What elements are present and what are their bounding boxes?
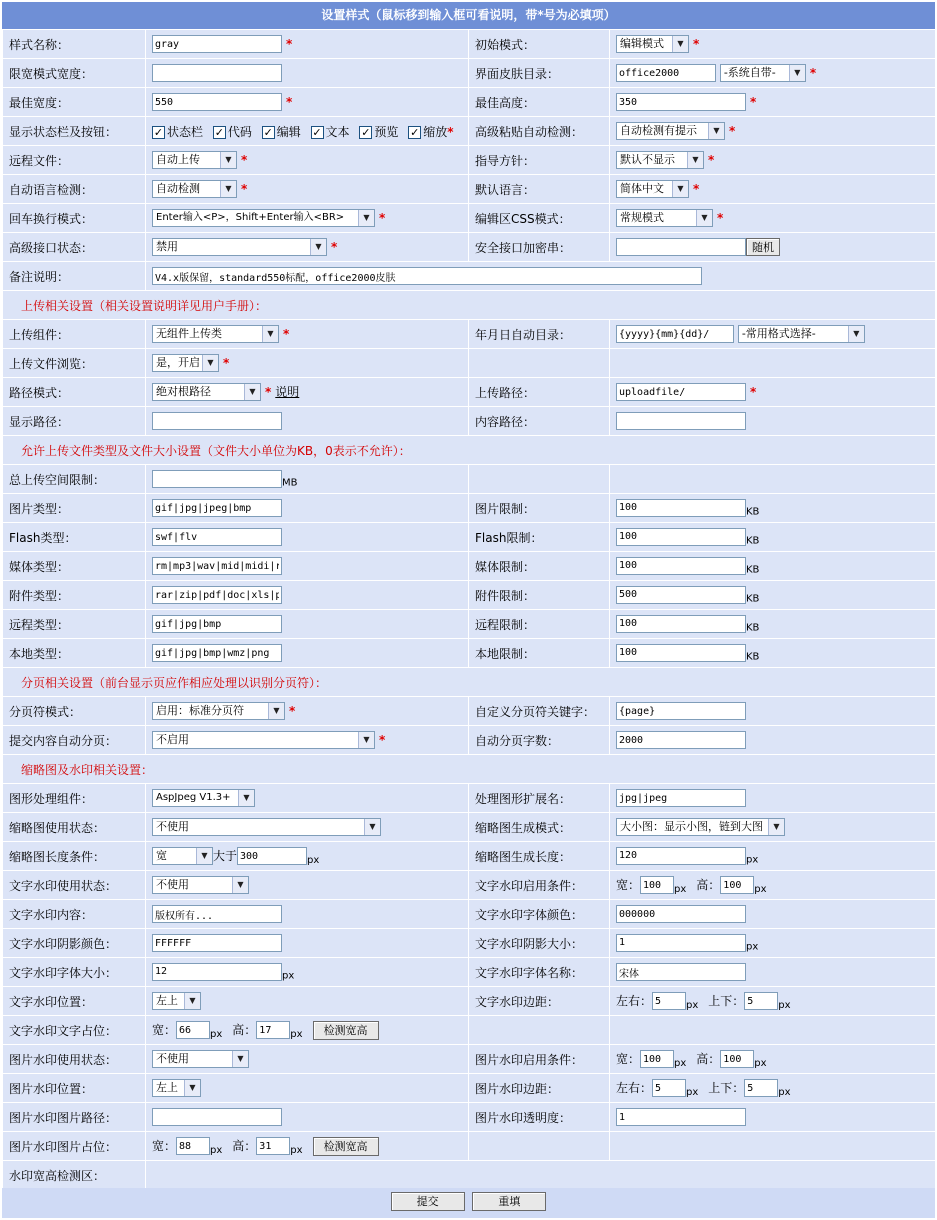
graphic-ext-label: 处理图形扩展名： [469,784,610,813]
text-wm-font-name-label: 文字水印字体名称： [469,958,610,987]
checkbox-text[interactable]: ✓ [312,125,322,139]
path-mode-help-link[interactable]: 说明 [275,384,300,399]
thumb-len-cond-input[interactable] [237,847,307,865]
graphic-ext-input[interactable] [616,789,746,807]
chevron-down-icon: ▼ [364,819,380,835]
table-row: 提交内容自动分页： 不启用 ▼ * 自动分页字数： 2000 [3,726,936,755]
table-row: 文字水印文字占位： 宽：66 $_{px}$ 高：17 $_{px}$ 检测宽高 [3,1016,936,1045]
table-row [3,262,936,291]
img-wm-margin-label: 图片水印边距： [469,1074,610,1103]
attach-types-input[interactable] [152,586,282,604]
text-wm-occupy-height-input[interactable] [256,1021,290,1039]
chevron-down-icon: ▼ [696,210,712,226]
filetypes-section-title: 允许上传文件类型及文件大小设置（文件大小单位为KB，0表示不允许）： [3,436,936,465]
text-wm-occupy-width-input[interactable] [176,1021,210,1039]
table-row: 限宽模式宽度： 界面皮肤目录： office2000 -系统自带- ▼ * [3,59,936,88]
checkbox-preview[interactable]: ✓ [361,125,371,139]
table-row: 高级接口状态： 禁用 ▼ * 安全接口加密串： 随机 [3,233,936,262]
chevron-down-icon: ▼ [768,819,784,835]
local-limit-input[interactable] [616,644,746,662]
table-row: 回车换行模式： Enter输入<P>，Shift+Enter输入<BR> ▼ * 编辑区CSS模式： 常规模式 ▼ * [3,204,936,233]
table-row: 样式名称： gray * 初始模式： 编辑模式 ▼ * [3,30,936,59]
chevron-down-icon: ▼ [789,65,805,81]
chevron-down-icon: ▼ [232,877,248,893]
text-wm-margin-tb-input[interactable] [744,992,778,1010]
skin-dir-select[interactable]: -系统自带- ▼ [720,64,806,82]
filetype-label: 附件类型： [3,581,146,610]
chevron-down-icon: ▼ [687,152,703,168]
auto-chars-input[interactable] [616,731,746,749]
upload-path-input[interactable] [616,383,746,401]
chevron-down-icon: ▼ [268,703,284,719]
path-mode-select[interactable]: 绝对根路径 ▼ [152,383,261,401]
form-actions [2,1188,935,1218]
filetype-label: 本地类型： [3,639,146,668]
table-row: 图片水印位置： 左上 ▼ 图片水印边距： 左右：5 $_{px}$ 上下：5 $_{px}$ [3,1074,936,1103]
style-name-input[interactable] [152,35,282,53]
memo-input[interactable] [152,267,702,285]
thumb-len-dim-select[interactable]: 宽 ▼ [152,847,213,865]
date-format-select[interactable]: -常用格式选择- ▼ [738,325,865,343]
skin-dir-input[interactable] [616,64,716,82]
upload-component-label: 上传组件： [3,320,146,349]
table-row [3,813,936,842]
table-row: 图片类型： gif|jpg|jpeg|bmp 图片限制： 100 $_{KB}$ [3,494,936,523]
filelimit-label: 远程限制： [469,610,610,639]
paste-detect-label: 高级粘贴自动检测： [469,117,610,146]
table-row: 远程类型： gif|jpg|bmp 远程限制： 100 $_{KB}$ [3,610,936,639]
css-mode-select[interactable]: 常规模式 ▼ [616,209,713,227]
text-wm-state-select[interactable]: 不使用 ▼ [152,876,249,894]
table-row: 上传组件： 无组件上传类 ▼ * 年月日自动目录： {yyyy}{mm}{dd}/ -常用格式选择- ▼ [3,320,936,349]
guide-select[interactable]: 默认不显示 ▼ [616,151,704,169]
table-row: 缩略图长度条件： 宽 ▼ 大于300 $_{px}$ 缩略图生成长度： 120 $_{px}$ [3,842,936,871]
img-wm-path-input[interactable] [152,1108,282,1126]
img-wm-occupy-label: 图片水印图片占位： [3,1132,146,1161]
thumb-state-select[interactable]: 不使用 ▼ [152,818,381,836]
table-row: 图片水印图片占位： 宽：88 $_{px}$ 高：31 $_{px}$ 检测宽高 [3,1132,936,1161]
total-limit-input[interactable] [152,470,282,488]
table-row: 文字水印字体大小： 12 $_{px}$ 文字水印字体名称： 宋体 [3,958,936,987]
table-row [3,407,936,436]
text-wm-shadow-size-label: 文字水印阴影大小： [469,929,610,958]
filelimit-label: 本地限制： [469,639,610,668]
text-wm-color-label: 文字水印字体颜色： [469,900,610,929]
limit-width-label: 限宽模式宽度： [3,59,146,88]
table-row: 文字水印使用状态： 不使用 ▼ 文字水印启用条件： 宽：100 $_{px}$ 高：100 $_{px}$ [3,871,936,900]
checkbox-zoom[interactable]: ✓ [410,125,420,139]
page-title: 设置样式（鼠标移到输入框可看说明，带*号为必填项） [2,2,935,29]
chevron-down-icon: ▼ [358,210,374,226]
text-wm-font-size-label: 文字水印字体大小： [3,958,146,987]
img-wm-margin-lr-input[interactable] [652,1079,686,1097]
paste-detect-select[interactable]: 自动检测有提示 ▼ [616,122,725,140]
table-row [3,436,936,465]
chevron-down-icon: ▼ [220,152,236,168]
table-row: 媒体类型： rm|mp3|wav|mid|midi|r 媒体限制： 100 $_{KB}$ [3,552,936,581]
style-name-label: 样式名称： [3,30,146,59]
adv-api-label: 高级接口状态： [3,233,146,262]
detect-area-label: 水印宽高检测区： [3,1161,146,1190]
lang-detect-select[interactable]: 自动检测 ▼ [152,180,237,198]
filetype-label: 远程类型： [3,610,146,639]
table-row: 最佳宽度： 550 * 最佳高度： 350 * [3,88,936,117]
flash-types-input[interactable] [152,528,282,546]
chevron-down-icon: ▼ [262,326,278,342]
content-path-label: 内容路径： [469,407,610,436]
auto-page-label: 提交内容自动分页： [3,726,146,755]
api-key-label: 安全接口加密串： [469,233,610,262]
upload-browse-select[interactable]: 是，开启 ▼ [152,354,219,372]
chevron-down-icon: ▼ [184,1080,200,1096]
date-dir-label: 年月日自动目录： [469,320,610,349]
text-wm-cond-label: 文字水印启用条件： [469,871,610,900]
chevron-down-icon: ▼ [196,848,212,864]
table-row: 文字水印位置： 左上 ▼ 文字水印边距： 左右：5 $_{px}$ 上下：5 $_{px}$ [3,987,936,1016]
api-key-input[interactable] [616,238,746,256]
text-wm-color-input[interactable] [616,905,746,923]
best-height-input[interactable] [616,93,746,111]
table-row [3,900,936,929]
default-lang-label: 默认语言： [469,175,610,204]
local-types-input[interactable] [152,644,282,662]
init-mode-select[interactable]: 编辑模式 ▼ [616,35,689,53]
chevron-down-icon: ▼ [672,181,688,197]
reset-button[interactable]: 重填 [472,1192,546,1211]
chevron-down-icon: ▼ [184,993,200,1009]
chevron-down-icon: ▼ [708,123,724,139]
chevron-down-icon: ▼ [238,790,254,806]
remote-file-select[interactable]: 自动上传 ▼ [152,151,237,169]
text-wm-shadow-color-input[interactable] [152,934,282,952]
thumb-gen-len-input[interactable] [616,847,746,865]
memo-label: 备注说明： [3,262,146,291]
text-wm-pos-select[interactable]: 左上 ▼ [152,992,201,1010]
thumb-len-cond-label: 缩略图长度条件： [3,842,146,871]
img-wm-occupy-width-input[interactable] [176,1137,210,1155]
img-wm-margin-tb-input[interactable] [744,1079,778,1097]
table-row [3,784,936,813]
chevron-down-icon: ▼ [672,36,688,52]
attach-limit-input[interactable] [616,586,746,604]
text-wm-cond-height-input[interactable] [720,876,754,894]
remote-file-label: 远程文件： [3,146,146,175]
chevron-down-icon: ▼ [232,1051,248,1067]
submit-button[interactable]: 提交 [391,1192,465,1211]
statusbar-label: 显示状态栏及按钮： [3,117,146,146]
img-wm-pos-select[interactable]: 左上 ▼ [152,1079,201,1097]
filelimit-label: 媒体限制： [469,552,610,581]
chevron-down-icon: ▼ [202,355,218,371]
enter-mode-select[interactable]: Enter输入<P>，Shift+Enter输入<BR> ▼ [152,209,375,227]
thumb-mode-label: 缩略图生成模式： [469,813,610,842]
img-wm-cond-height-input[interactable] [720,1050,754,1068]
table-row [3,1161,936,1190]
chevron-down-icon: ▼ [244,384,260,400]
text-wm-occupy-label: 文字水印文字占位： [3,1016,146,1045]
table-row: 路径模式： 绝对根路径 ▼ * 说明 上传路径： uploadfile/ * [3,378,936,407]
filelimit-label: 图片限制： [469,494,610,523]
enter-mode-label: 回车换行模式： [3,204,146,233]
table-row: 图片水印使用状态： 不使用 ▼ 图片水印启用条件： 宽：100 $_{px}$ 高：100 $_{px}$ [3,1045,936,1074]
random-button[interactable]: 随机 [746,238,780,256]
checkbox-edit[interactable]: ✓ [263,125,273,139]
img-wm-opacity-label: 图片水印透明度： [469,1103,610,1132]
thumb-state-label: 缩略图使用状态： [3,813,146,842]
table-row: 分页符模式： 启用：标准分页符 ▼ * 自定义分页符关键字： {page} [3,697,936,726]
table-row: Flash类型： swf|flv Flash限制： 100 $_{KB}$ [3,523,936,552]
graphic-component-select[interactable]: AspJpeg V1.3+ ▼ [152,789,255,807]
remote-types-input[interactable] [152,615,282,633]
text-wm-pos-label: 文字水印位置： [3,987,146,1016]
upload-section-title: 上传相关设置（相关设置说明详见用户手册）： [3,291,936,320]
paging-section-title: 分页相关设置（前台显示页应作相应处理以识别分页符）： [3,668,936,697]
text-wm-margin-label: 文字水印边距： [469,987,610,1016]
table-row: 上传文件浏览： 是，开启 ▼ * [3,349,936,378]
lang-detect-label: 自动语言检测： [3,175,146,204]
table-row: 本地类型： gif|jpg|bmp|wmz|png 本地限制： 100 $_{KB}$ [3,639,936,668]
filetype-label: Flash类型： [3,523,146,552]
graphic-component-label: 图形处理组件： [3,784,146,813]
detect-area [146,1161,936,1190]
chevron-down-icon: ▼ [310,239,326,255]
table-row: 自动语言检测： 自动检测 ▼ * 默认语言： 简体中文 ▼ * [3,175,936,204]
img-wm-state-select[interactable]: 不使用 ▼ [152,1050,249,1068]
best-height-label: 最佳高度： [469,88,610,117]
filelimit-label: 附件限制： [469,581,610,610]
filetype-label: 图片类型： [3,494,146,523]
text-wm-state-label: 文字水印使用状态： [3,871,146,900]
img-wm-cond-label: 图片水印启用条件： [469,1045,610,1074]
text-wm-content-input[interactable] [152,905,282,923]
text-wm-detect-button[interactable]: 检测宽高 [313,1021,379,1040]
content-path-input[interactable] [616,412,746,430]
auto-chars-label: 自动分页字数： [469,726,610,755]
text-wm-content-label: 文字水印内容： [3,900,146,929]
limit-width-input[interactable] [152,64,282,82]
text-wm-font-size-input[interactable] [152,963,282,981]
table-row [3,755,936,784]
date-dir-input[interactable] [616,325,734,343]
chevron-down-icon: ▼ [358,732,374,748]
table-row [3,668,936,697]
default-lang-select[interactable]: 简体中文 ▼ [616,180,689,198]
best-width-label: 最佳宽度： [3,88,146,117]
checkbox-statusbar[interactable]: ✓ [153,125,164,139]
text-wm-font-name-input[interactable] [616,963,746,981]
filelimit-label: Flash限制： [469,523,610,552]
upload-browse-label: 上传文件浏览： [3,349,146,378]
text-wm-shadow-size-input[interactable] [616,934,746,952]
table-row [3,1103,936,1132]
img-wm-detect-button[interactable]: 检测宽高 [313,1137,379,1156]
image-limit-input[interactable] [616,499,746,517]
table-row [3,291,936,320]
text-wm-cond-width-input[interactable] [640,876,674,894]
total-limit-label: 总上传空间限制： [3,465,146,494]
css-mode-label: 编辑区CSS模式： [469,204,610,233]
path-mode-label: 路径模式： [3,378,146,407]
show-path-input[interactable] [152,412,282,430]
page-key-input[interactable] [616,702,746,720]
upload-component-select[interactable]: 无组件上传类 ▼ [152,325,279,343]
upload-path-label: 上传路径： [469,378,610,407]
table-row: 显示状态栏及按钮： ✓ 状态栏 ✓ 代码 ✓ 编辑 ✓ 文本 ✓ 预览 ✓ 缩放* 高级粘贴自动检测： 自动检测有提示 ▼ * [3,117,936,146]
img-wm-occupy-height-input[interactable] [256,1137,290,1155]
flash-limit-input[interactable] [616,528,746,546]
thumb-section-title: 缩略图及水印相关设置： [3,755,936,784]
thumb-mode-select[interactable]: 大小图：显示小图，链到大图 ▼ [616,818,785,836]
table-row: 附件类型： rar|zip|pdf|doc|xls|p 附件限制： 500 $_{KB}$ [3,581,936,610]
media-limit-input[interactable] [616,557,746,575]
img-wm-path-label: 图片水印图片路径： [3,1103,146,1132]
img-wm-cond-width-input[interactable] [640,1050,674,1068]
page-mode-select[interactable]: 启用：标准分页符 ▼ [152,702,285,720]
settings-table [2,29,936,1190]
chevron-down-icon: ▼ [220,181,236,197]
page-mode-label: 分页符模式： [3,697,146,726]
table-row: 远程文件： 自动上传 ▼ * 指导方针： 默认不显示 ▼ * [3,146,936,175]
init-mode-label: 初始模式： [469,30,610,59]
chevron-down-icon: ▼ [848,326,864,342]
adv-api-select[interactable]: 禁用 ▼ [152,238,327,256]
guide-label: 指导方针： [469,146,610,175]
remote-limit-input[interactable] [616,615,746,633]
checkbox-code[interactable]: ✓ [214,125,224,139]
auto-page-select[interactable]: 不启用 ▼ [152,731,375,749]
skin-dir-label: 界面皮肤目录： [469,59,610,88]
table-row: 文字水印阴影颜色： FFFFFF 文字水印阴影大小： 1 $_{px}$ [3,929,936,958]
img-wm-pos-label: 图片水印位置： [3,1074,146,1103]
page-key-label: 自定义分页符关键字： [469,697,610,726]
filetype-label: 媒体类型： [3,552,146,581]
thumb-gen-len-label: 缩略图生成长度： [469,842,610,871]
show-path-label: 显示路径： [3,407,146,436]
table-row: 总上传空间限制： $_{MB}$ [3,465,936,494]
img-wm-opacity-input[interactable] [616,1108,746,1126]
media-types-input[interactable] [152,557,282,575]
image-types-input[interactable] [152,499,282,517]
img-wm-state-label: 图片水印使用状态： [3,1045,146,1074]
text-wm-margin-lr-input[interactable] [652,992,686,1010]
text-wm-shadow-color-label: 文字水印阴影颜色： [3,929,146,958]
best-width-input[interactable] [152,93,282,111]
